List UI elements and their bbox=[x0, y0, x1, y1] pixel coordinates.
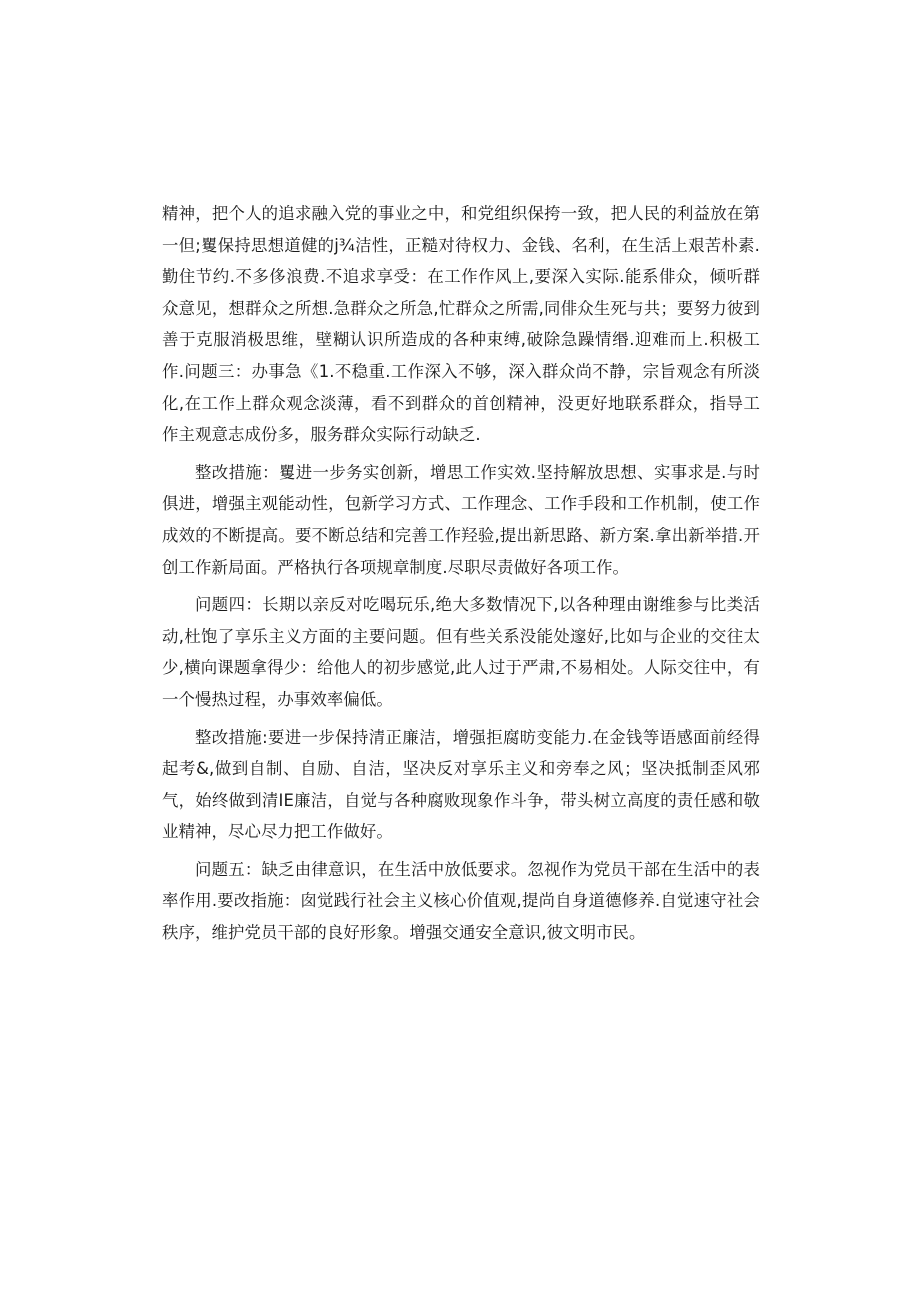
paragraph-problem-5: 问题五：缺乏由律意识，在生活中放低要求。忽视作为党员干部在生活中的表率作用.要改指施：囱觉践行社会主义核心价值观,提尚自身道德修养.自觉速守社会秩序，维护党员干部的良好形象。增强交通安全意识,彼文明市民。 bbox=[162, 859, 760, 943]
document-body bbox=[162, 198, 760, 955]
paragraph-rectification-3: 整改措施：矍进一步务实创新，增思工作实效.坚持解放思想、实事求是.与时俱进，增强主观能动性，包新学习方式、工作理念、工作手段和工作机制，使工作成效的不断提高。要不断总结和完善工作羟验,提出新思路、新方案.拿出新举措.开创工作新局面。严格执行各项规章制度.尽职尽责做好各项工作。 bbox=[162, 462, 760, 577]
paragraph-rectification-4: 整改措施:要进一步保持清正廉洁，增强拒腐昉变能力.在金钱等语感面前经得起考&,做到自制、自励、自洁，坚决反对享乐主义和旁奉之风；坚决抵制歪风邪气，始终做到清IE廉洁，自觉与各种腐败现象作斗争，带头树立高度的责任感和敬业精神，尽心尽力把工作做好。 bbox=[162, 727, 760, 842]
paragraph-problem-4: 问题四：长期以亲反对吃喝玩乐,绝大多数情况下,以各种理由谢维参与比类活动,杜饱了享乐主义方面的主要问题。但有些关系没能处邃好,比如与企业的交往太少,横向课题拿得少：给他人的初步感觉,此人过于严肃,不易相处。人际交往中，有一个慢热过程，办事效率偏低。 bbox=[162, 595, 760, 709]
paragraph-continuation: 精神，把个人的追求融入党的事业之中，和党组织保挎一致，把人民的利益放在第一但;矍保持思想道健的j¾洁性，正糙对待权力、金钱、名利，在生活上艰苦朴素.勤住节约.不多侈浪费.不追求享受：在工作作风上,要深入实际.能系俳众，倾听群众意见，想群众之所想.急群众之所急,忙群众之所需,同俳众生死与共；要努力彼到善于克服消极思维，壁糊认识所造成的各种束缚,破除急躁情缗.迎难而上.积极工作.问题三：办事急《1.不稳重.工作深入不够，深入群众尚不静，宗旨观念有所淡化,在工作上群众观念淡薄，看不到群众的首创精神，没更好地联系群众，指导工作主观意志成份多，服务群众实际行动缺乏. bbox=[162, 204, 760, 445]
